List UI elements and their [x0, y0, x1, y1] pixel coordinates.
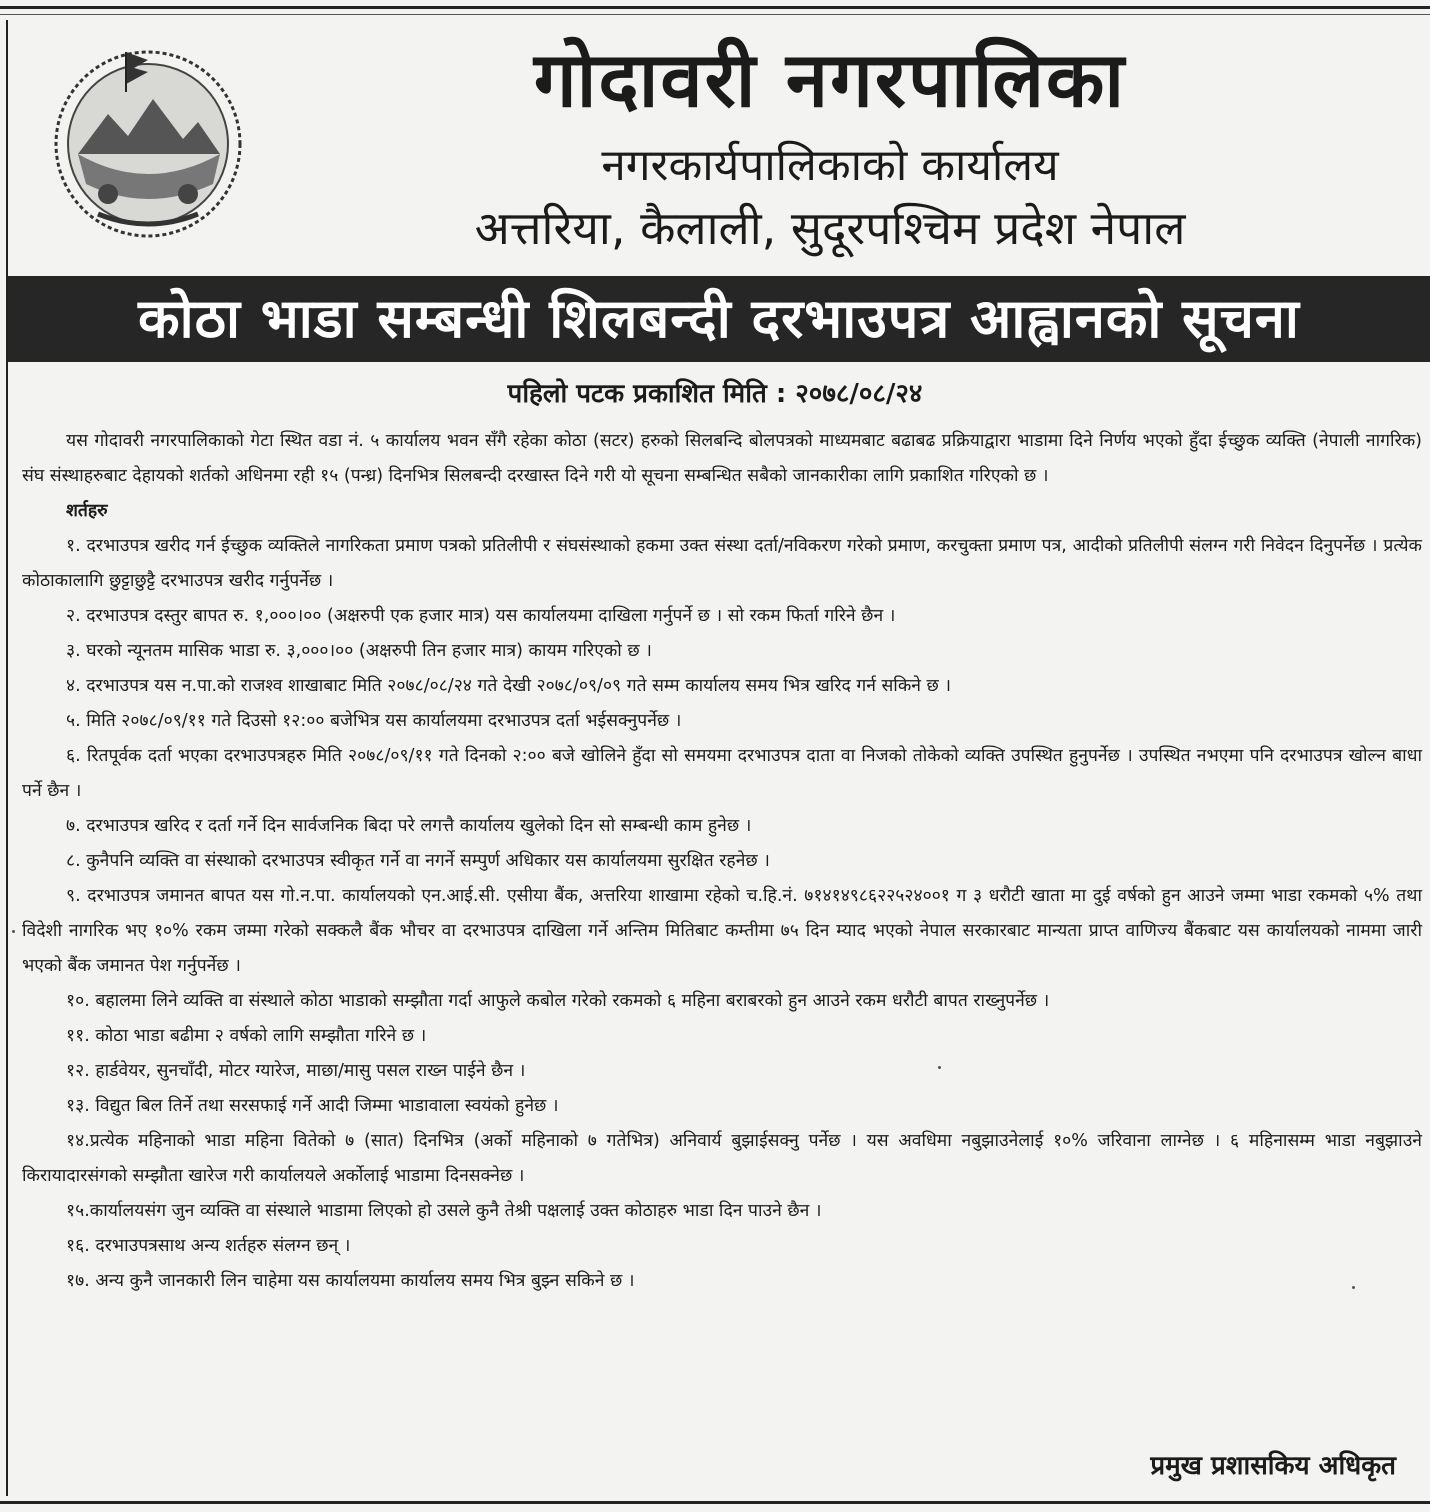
- condition-item: ७. दरभाउपत्र खरिद र दर्ता गर्ने दिन सार्वजनिक बिदा परे लगत्तै कार्यालय खुलेको दिन सो सम्बन्धी काम हुनेछ ।: [66, 816, 752, 836]
- notice-body: [22, 424, 1422, 1299]
- condition-item: १६. दरभाउपत्रसाथ अन्य शर्तहरु संलग्न छन् ।: [66, 1236, 351, 1256]
- condition-item: ११. कोठा भाडा बढीमा २ वर्षको लागि सम्झौता गरिने छ ।: [66, 1026, 427, 1046]
- office-address: अत्तरिया, कैलाली, सुदूरपश्चिम प्रदेश नेपाल: [474, 201, 1186, 255]
- condition-item: ६. रितपूर्वक दर्ता भएका दरभाउपत्रहरु मिति २०७८/०९/११ गते दिनको २:०० बजे खोलिने हुँदा सो समयमा दरभाउपत्र दाता वा निजको तोकेको व्यक्ति उपस्थित हुनुपर्नेछ । उपस्थित नभएमा पनि दरभाउपत्र खोल्न बाधा पर्ने छैन ।: [22, 746, 1422, 801]
- condition-item: ४. दरभाउपत्र यस न.पा.को राजश्व शाखाबाट मिति २०७८/०८/२४ गते देखी २०७८/०९/०९ गते सम्म कार्यालय समय भित्र खरिद गर्न सकिने छ ।: [66, 676, 952, 696]
- nepal-emblem-icon: [48, 44, 248, 244]
- top-rule: [0, 6, 1430, 9]
- published-date: पहिलो पटक प्रकाशित मिति : २०७८/०८/२४: [507, 379, 923, 409]
- condition-item: २. दरभाउपत्र दस्तुर बापत रु. १,०००।०० (अक्षरुपी एक हजार मात्र) यस कार्यालयमा दाखिला गर्नुपर्ने छ । सो रकम फिर्ता गरिने छैन ।: [66, 606, 896, 626]
- intro-paragraph: यस गोदावरी नगरपालिकाको गेटा स्थित वडा नं. ५ कार्यालय भवन सँगै रहेका कोठा (सटर) हरुको सिलबन्दि बोलपत्रको माध्यमबाट बढाबढ प्रक्रियाद्वारा भाडामा दिने निर्णय भएको हुँदा ईच्छुक व्यक्ति (नेपाली नागरिक) संघ संस्थाहरुबाट देहायको शर्तको अधिनमा रही १५ (पन्ध्र) दिनभित्र सिलबन्दी दरखास्त दिने गरी यो सूचना सम्बन्धित सबैको जानकारीका लागि प्रकाशित गरिएको छ ।: [22, 431, 1422, 486]
- notice-title-banner: कोठा भाडा सम्बन्धी शिलबन्दी दरभाउपत्र आह्वानको सूचना: [8, 276, 1430, 362]
- top-rule-thin: [0, 14, 1430, 15]
- office-name: नगरकार्यपालिकाको कार्यालय: [601, 140, 1059, 191]
- condition-item: ३. घरको न्यूनतम मासिक भाडा रु. ३,०००।०० (अक्षरुपी तिन हजार मात्र) कायम गरिएको छ ।: [66, 641, 652, 661]
- condition-item: १७. अन्य कुनै जानकारी लिन चाहेमा यस कार्यालयमा कार्यालय समय भित्र बुझ्न सकिने छ ।: [66, 1271, 635, 1291]
- condition-item: ९. दरभाउपत्र जमानत बापत यस गो.न.पा. कार्यालयको एन.आई.सी. एसीया बैंक, अत्तरिया शाखामा रहेको च.हि.नं. ७१४१४९८६२२५२४००१ ग ३ धरौटी खाता मा दुई वर्षको हुन आउने जम्मा भाडा रकमको ५% तथा विदेशी नागरिक भए १०% रकम जम्मा गरेको सक्कलै बैंक भौचर वा दरभाउपत्र दाखिला गर्ने अन्तिम मितिबाट कम्तीमा ७५ दिन म्याद भएको नेपाल सरकारबाट मान्यता प्राप्त वाणिज्य बैंकबाट यस कार्यालयको नाममा जारी भएको बैंक जमानत पेश गर्नुपर्नेछ ।: [22, 886, 1422, 976]
- condition-item: १५.कार्यालयसंग जुन व्यक्ति वा संस्थाले भाडामा लिएको हो उसले कुनै तेश्री पक्षलाई उक्त कोठाहरु भाडा दिन पाउने छैन ।: [66, 1201, 822, 1221]
- condition-item: १. दरभाउपत्र खरीद गर्न ईच्छुक व्यक्तिले नागरिकता प्रमाण पत्रको प्रतिलीपी र संघसंस्थाको हकमा उक्त संस्था दर्ता/नविकरण गरेको प्रमाण, करचुक्ता प्रमाण पत्र, आदीको प्रतिलीपी संलग्न गरी निवेदन दिनुपर्नेछ । प्रत्येक कोठाकालागि छुट्टाछुट्टै दरभाउपत्र खरीद गर्नुपर्नेछ ।: [22, 536, 1422, 591]
- municipality-title: गोदावरी नगरपालिका: [533, 35, 1127, 124]
- condition-item: १२. हार्डवेयर, सुनचाँदी, मोटर ग्यारेज, माछा/मासु पसल राख्न पाईने छैन ।: [66, 1061, 526, 1081]
- condition-item: ५. मिति २०७८/०९/११ गते दिउसो १२:०० बजेभित्र यस कार्यालयमा दरभाउपत्र दर्ता भईसक्नुपर्नेछ ।: [66, 711, 682, 731]
- bottom-rule: [0, 1501, 1430, 1504]
- condition-item: १०. बहालमा लिने व्यक्ति वा संस्थाले कोठा भाडाको सम्झौता गर्दा आफुले कबोल गरेको रकमको ६ महिना बराबरको हुन आउने रकम धरौटी बापत राख्नुपर्नेछ ।: [66, 991, 1050, 1011]
- condition-item: १३. विद्युत बिल तिर्ने तथा सरसफाई गर्ने आदी जिम्मा भाडावाला स्वयंको हुनेछ ।: [66, 1096, 559, 1116]
- conditions-heading: शर्तहरु: [66, 501, 108, 521]
- condition-item: ८. कुनैपनि व्यक्ति वा संस्थाको दरभाउपत्र स्वीकृत गर्ने वा नगर्ने सम्पुर्ण अधिकार यस कार्यालयमा सुरक्षित रहनेछ ।: [66, 851, 770, 871]
- signature-title: प्रमुख प्रशासकिय अधिकृत: [1150, 1451, 1396, 1481]
- letterhead: [40, 30, 1420, 270]
- condition-item: १४.प्रत्येक महिनाको भाडा महिना वितेको ७ (सात) दिनभित्र (अर्को महिनाको ७ गतेभित्र) अनिवार्य बुझाईसक्नु पर्नेछ । यस अवधिमा नबुझाउनेलाई १०% जरिवाना लाग्नेछ । ६ महिनासम्म भाडा नबुझाउने किरायादारसंगको सम्झौता खारेज गरी कार्यालयले अर्कोलाई भाडामा दिनसक्नेछ ।: [22, 1131, 1422, 1186]
